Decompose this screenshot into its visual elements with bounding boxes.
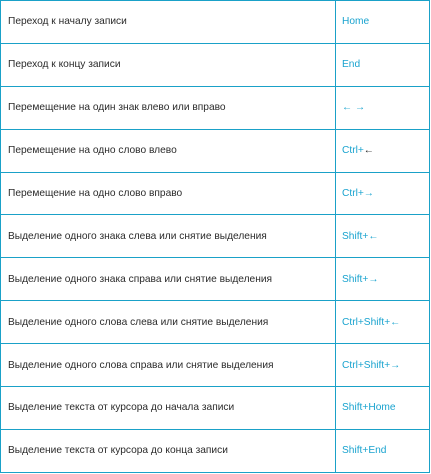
shortcut-description: Выделение одного знака слева или снятие выделения	[1, 215, 336, 258]
plus-sign: +	[384, 359, 391, 371]
key-label: End	[368, 445, 387, 457]
key-label: ← →	[342, 102, 366, 114]
shortcut-description: Выделение одного слова справа или снятие выделения	[1, 344, 336, 387]
key-label: →	[390, 359, 401, 371]
key-label: Ctrl	[342, 145, 358, 157]
plus-sign: +	[357, 188, 364, 199]
shortcut-row	[1, 43, 430, 86]
shortcut-row	[1, 301, 430, 344]
key-label: Shift	[363, 316, 385, 328]
key-label: Home	[342, 16, 370, 28]
key-label: Shift	[363, 359, 385, 371]
shortcut-row	[1, 429, 430, 472]
shortcut-description: Переход к концу записи	[1, 43, 336, 86]
shortcut-description: Выделение текста от курсора до начала записи	[1, 387, 336, 430]
shortcut-keys	[336, 344, 430, 387]
shortcut-row	[1, 344, 430, 387]
shortcut-keys	[336, 387, 430, 430]
shortcut-keys	[336, 43, 430, 86]
key-label: End	[342, 59, 361, 71]
shortcut-keys	[336, 429, 430, 472]
shortcut-row	[1, 129, 430, 172]
shortcut-keys	[336, 172, 430, 215]
shortcut-row	[1, 215, 430, 258]
key-label: →	[363, 188, 374, 199]
shortcut-description: Перемещение на один знак влево или вправо	[1, 86, 336, 129]
shortcut-row	[1, 86, 430, 129]
key-label: Ctrl	[342, 359, 358, 371]
plus-sign: +	[362, 445, 369, 457]
shortcut-keys	[336, 301, 430, 344]
shortcut-description: Выделение одного слова слева или снятие выделения	[1, 301, 336, 344]
shortcut-keys	[336, 1, 430, 44]
shortcut-row	[1, 258, 430, 301]
plus-sign: +	[362, 273, 369, 285]
key-label: →	[368, 273, 379, 285]
shortcut-description: Перемещение на одно слово вправо	[1, 172, 336, 215]
key-label: Ctrl	[342, 316, 358, 328]
key-label: ←	[390, 316, 401, 328]
key-label: Shift	[342, 445, 363, 457]
key-label: Shift	[342, 402, 363, 414]
key-label: Home	[368, 402, 396, 414]
shortcut-description: Выделение одного знака справа или снятие выделения	[1, 258, 336, 301]
shortcut-row	[1, 172, 430, 215]
shortcut-description: Перемещение на одно слово влево	[1, 129, 336, 172]
plus-sign: +	[357, 359, 364, 371]
key-label: ←	[368, 230, 379, 242]
plus-sign: +	[384, 316, 391, 328]
plus-sign: +	[362, 402, 369, 414]
shortcut-keys	[336, 215, 430, 258]
shortcut-row	[1, 387, 430, 430]
key-label: Ctrl	[342, 188, 358, 199]
shortcut-keys	[336, 129, 430, 172]
plus-sign: +	[357, 316, 364, 328]
plus-sign: +	[362, 230, 369, 242]
shortcut-keys	[336, 86, 430, 129]
shortcut-description: Переход к началу записи	[1, 1, 336, 44]
key-label: Shift	[342, 230, 363, 242]
shortcut-keys	[336, 258, 430, 301]
arrow-left-icon: ←	[363, 145, 374, 157]
key-label: Shift	[342, 273, 363, 285]
shortcut-row	[1, 1, 430, 44]
plus-sign: +	[357, 145, 364, 157]
shortcut-description: Выделение текста от курсора до конца записи	[1, 429, 336, 472]
shortcuts-table-body	[1, 1, 430, 473]
